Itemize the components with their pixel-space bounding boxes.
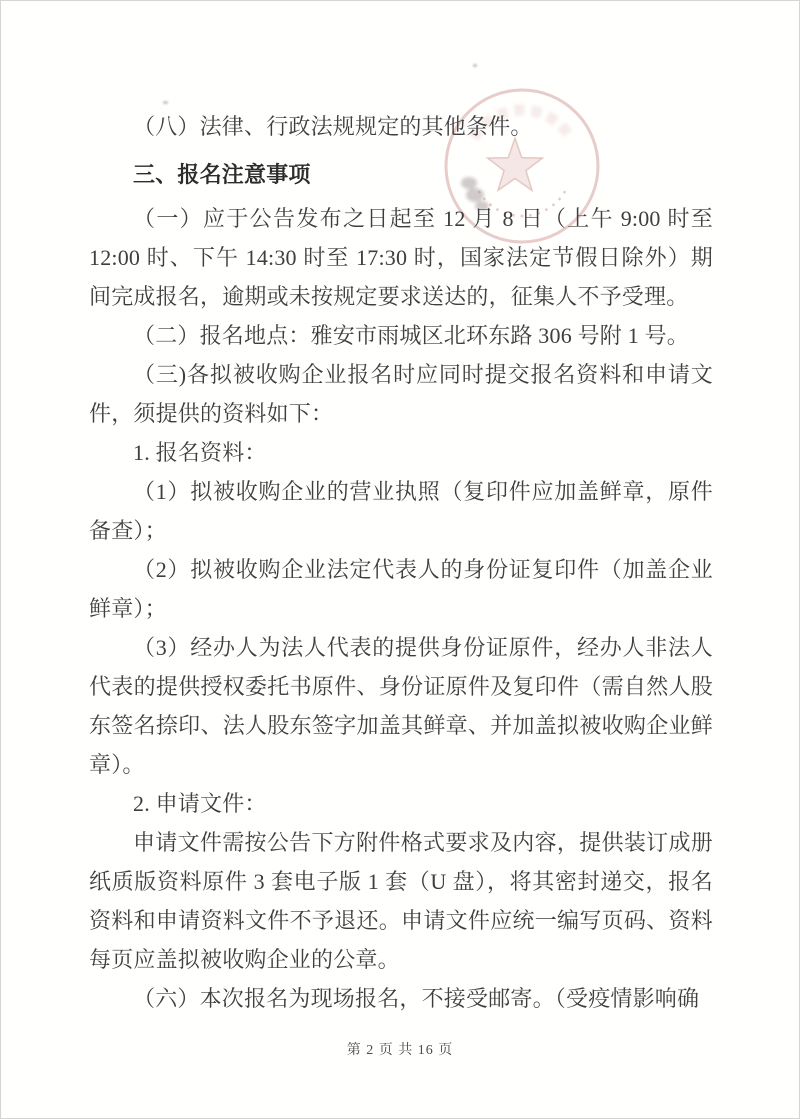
scan-speck bbox=[163, 101, 168, 104]
paragraph: （一）应于公告发布之日起至 12 月 8 日（上午 9:00 时至 12:00 时、下午 14:30 时至 17:30 时，国家法定节假日除外）期间完成报名，逾期或未按规定要求送达的，征集人不予受理。 bbox=[89, 206, 713, 309]
paragraph: （2）拟被收购企业法定代表人的身份证复印件（加盖企业鲜章）； bbox=[89, 557, 713, 621]
paragraph: 申请文件需按公告下方附件格式要求及内容，提供装订成册纸质版资料原件 3 套电子版 1 套（U 盘），将其密封递交，报名资料和申请资料文件不予退还。申请文件应统一编写页码、资料每页应盖拟被收购企业的公章。 bbox=[89, 830, 713, 972]
page-number: 第 2 页 共 16 页 bbox=[346, 1043, 454, 1058]
paragraph: 1. 报名资料： bbox=[133, 440, 267, 465]
paragraph: （六）本次报名为现场报名，不接受邮寄。（受疫情影响确 bbox=[133, 986, 700, 1011]
paragraph: 2. 申请文件： bbox=[133, 791, 267, 816]
paragraph: （3）经办人为法人代表的提供身份证原件，经办人非法人代表的提供授权委托书原件、身份证原件及复印件（需自然人股东签名捺印、法人股东签字加盖其鲜章、并加盖拟被收购企业鲜章）。 bbox=[89, 635, 713, 777]
document-body bbox=[89, 107, 713, 1018]
paragraph: （二）报名地点：雅安市雨城区北环东路 306 号附 1 号。 bbox=[133, 323, 690, 348]
paragraph: （1）拟被收购企业的营业执照（复印件应加盖鲜章，原件备查）； bbox=[89, 479, 713, 543]
paragraph: （八）法律、行政法规规定的其他条件。 bbox=[133, 114, 533, 139]
paragraph: （三)各拟被收购企业报名时应同时提交报名资料和申请文件，须提供的资料如下： bbox=[89, 362, 713, 426]
scan-speck bbox=[473, 64, 477, 67]
paragraph: 三、报名注意事项 bbox=[133, 162, 311, 187]
